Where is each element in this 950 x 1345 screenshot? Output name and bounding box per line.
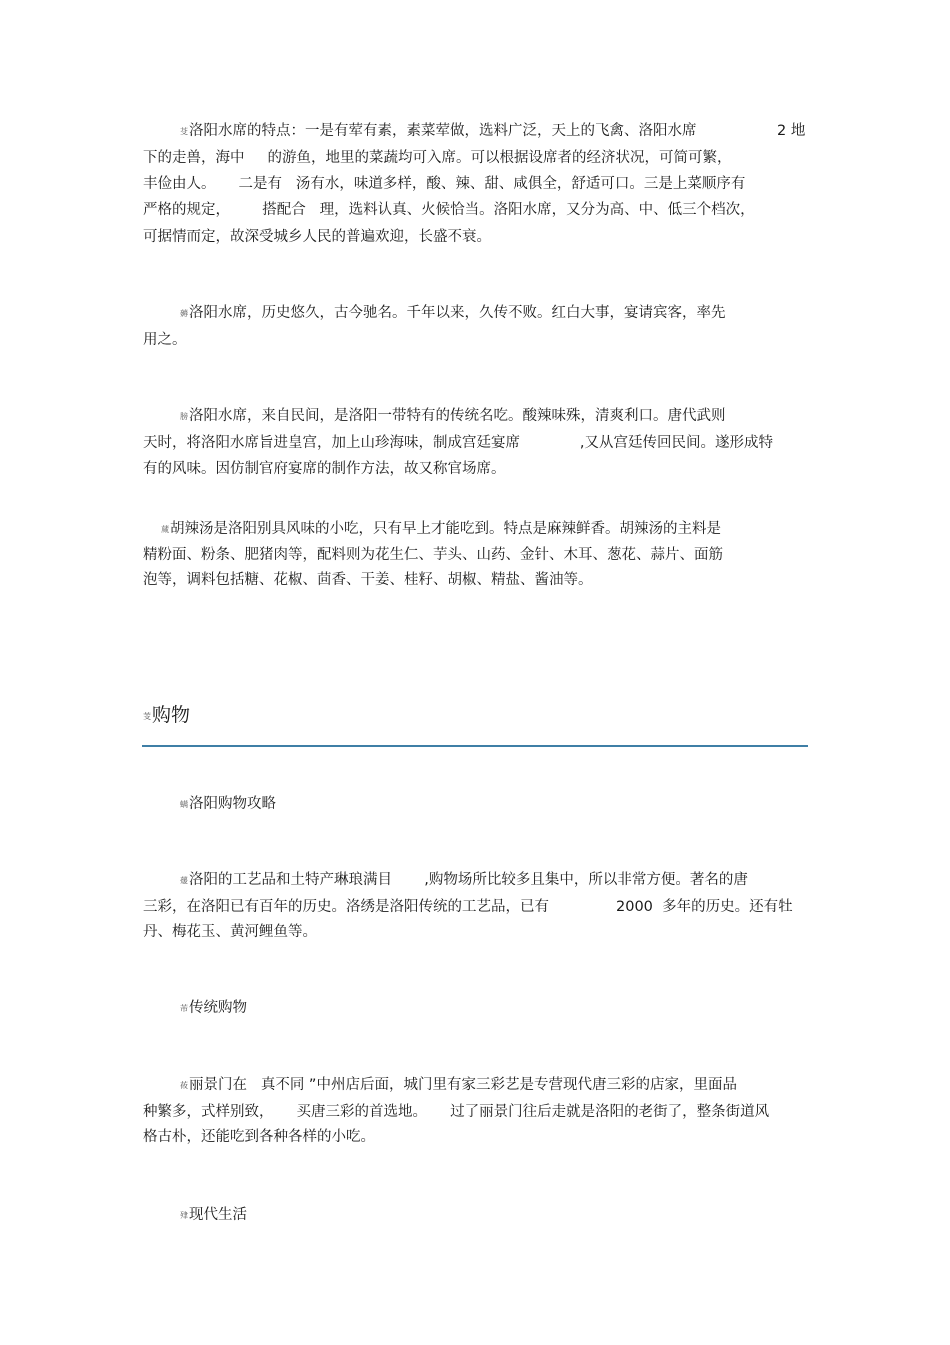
section-title: 购物 (152, 704, 191, 726)
p1-line-4: 严格的规定， 搭配合 理，选料认真、火候恰当。洛阳水席，又分为高、中、低三个档次， (143, 202, 755, 218)
p5-marker: 蕿 (180, 876, 188, 885)
p2-line-1-text: 洛阳水席，历史悠久，古今驰名。千年以来，久传不败。红白大事，宴请宾客，率先 (189, 305, 726, 321)
sub3-marker: 肂 (180, 1211, 188, 1220)
p1-line-1 (180, 121, 697, 142)
p3-marker: 膀 (180, 412, 188, 421)
p5-line-2: 三彩，在洛阳已有百年的历史。洛绣是洛阳传统的工艺品，已有 (143, 899, 549, 915)
p5-line-2-tail: 2000 多年的历史。还有牡 (616, 899, 793, 915)
sub2-text: 传统购物 (189, 1000, 247, 1016)
p3-line-1 (180, 406, 726, 427)
p4-marker: 蒇 (161, 525, 169, 534)
subheading-traditional-shopping (180, 998, 247, 1019)
p1-line-1-tail: 2 地 (777, 123, 806, 139)
subheading-shopping-guide (180, 794, 276, 815)
p4-line-2: 精粉面、粉条、肥猪肉等，配料则为花生仁、芋头、山药、金针、木耳、葱花、蒜片、面筋 (143, 547, 723, 563)
p6-line-1-text: 丽景门在 真不同 ”中州店后面，城门里有家三彩艺是专营现代唐三彩的店家，里面品 (189, 1077, 737, 1093)
p2-marker: 薅 (180, 309, 188, 318)
section-heading (143, 702, 190, 730)
p4-line-3: 泡等，调料包括糖、花椒、茴香、干姜、桂籽、胡椒、精盐、酱油等。 (143, 572, 593, 588)
p1-line-2: 下的走兽，海中 的游鱼，地里的菜蔬均可入席。可以根据设席者的经济状况，可简可繁， (143, 150, 732, 166)
p1-line-3: 丰俭由人。 二是有 汤有水，味道多样，酸、辣、甜、咸俱全，舒适可口。三是上菜顺序有 (143, 176, 746, 192)
p5-line-3: 丹、梅花玉、黄河鲤鱼等。 (143, 924, 317, 940)
section-divider (142, 745, 808, 747)
sub2-marker: 芾 (180, 1004, 188, 1013)
p1-line-1-text: 洛阳水席的特点：一是有荤有素，素菜荤做，选料广泛，天上的飞禽、洛阳水席 (189, 123, 697, 139)
sub1-text: 洛阳购物攻略 (189, 796, 276, 812)
p2-line-1 (180, 303, 726, 324)
p1-marker: 芟 (180, 127, 188, 136)
p4-line-1-text: 胡辣汤是洛阳别具风味的小吃，只有早上才能吃到。特点是麻辣鲜香。胡辣汤的主料是 (170, 521, 721, 537)
sub1-marker: 螨 (180, 800, 188, 809)
p2-line-2: 用之。 (143, 332, 187, 348)
p1-line-5: 可据情而定，故深受城乡人民的普遍欢迎，长盛不衰。 (143, 229, 491, 245)
p3-line-2: 天时，将洛阳水席旨进皇宫，加上山珍海味，制成宫廷宴席 ,又从宫廷传回民间。遂形成特 (143, 435, 774, 451)
p3-line-1-text: 洛阳水席，来自民间，是洛阳一带特有的传统名吃。酸辣味殊，清爽利口。唐代武则 (189, 408, 726, 424)
p4-line-1 (161, 519, 721, 540)
sub3-text: 现代生活 (189, 1207, 247, 1223)
p6-marker: 莜 (180, 1081, 188, 1090)
p6-line-1 (180, 1075, 737, 1096)
subheading-modern-life (180, 1205, 247, 1226)
p6-line-3: 格古朴，还能吃到各种各样的小吃。 (143, 1129, 375, 1145)
p3-line-3: 有的风味。因仿制官府宴席的制作方法，故又称官场席。 (143, 461, 506, 477)
p5-line-1 (180, 870, 748, 891)
p6-line-2: 种繁多，式样别致， 买唐三彩的首选地。 过了丽景门往后走就是洛阳的老街了，整条街道风 (143, 1104, 770, 1120)
p5-line-1-text: 洛阳的工艺品和土特产琳琅满目 ,购物场所比较多且集中，所以非常方便。著名的唐 (189, 872, 748, 888)
section-marker: 芰 (143, 712, 151, 721)
